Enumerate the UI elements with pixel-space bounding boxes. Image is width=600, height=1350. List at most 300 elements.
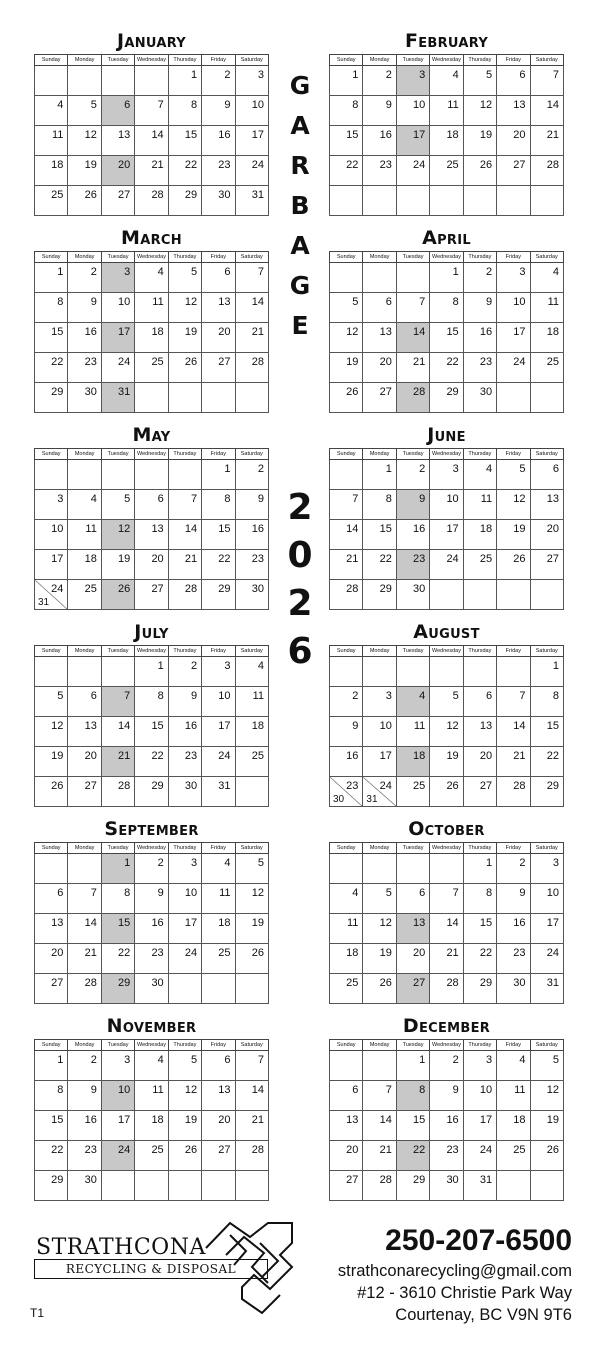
day-number: 17: [379, 750, 392, 762]
day-number: 12: [446, 720, 459, 732]
day-cell: [463, 854, 496, 884]
day-cell: [330, 96, 363, 126]
day-number: 23: [184, 750, 198, 762]
weekday-header: Thursday: [463, 55, 496, 66]
vertical-letter: B: [290, 191, 310, 220]
weekday-header: Tuesday: [396, 843, 429, 854]
day-cell: [202, 460, 235, 490]
month-title: March: [121, 227, 182, 249]
month-title: February: [404, 30, 489, 52]
day-number: 14: [251, 1084, 264, 1096]
day-number: 25: [151, 356, 164, 368]
weekday-header: Friday: [202, 252, 235, 263]
weekday-header: Monday: [68, 843, 101, 854]
day-number: 9: [452, 1084, 459, 1096]
weekday-header: Wednesday: [135, 252, 168, 263]
day-cell: [463, 777, 496, 807]
day-number: 12: [84, 129, 97, 141]
day-number: 16: [446, 1114, 459, 1126]
vertical-digit: 6: [287, 631, 313, 672]
weekday-header: Tuesday: [396, 252, 429, 263]
day-cell: [202, 1171, 235, 1201]
day-number: 30: [479, 386, 493, 398]
day-number: 29: [184, 189, 198, 201]
day-cell: [135, 914, 168, 944]
day-cell: [202, 974, 235, 1004]
day-number: 5: [385, 887, 392, 899]
day-cell: [463, 657, 496, 687]
pickup-day-cell: [396, 747, 429, 777]
week-row: [330, 687, 564, 717]
day-number: 3: [257, 69, 264, 81]
day-number: 15: [51, 1114, 64, 1126]
day-cell: [497, 550, 530, 580]
day-cell: [396, 263, 429, 293]
day-number: 9: [352, 720, 359, 732]
day-number: 24: [379, 780, 392, 792]
pickup-day-cell: [396, 66, 429, 96]
day-cell: [330, 944, 363, 974]
day-cell: [330, 460, 363, 490]
day-number: 14: [184, 523, 198, 535]
weekday-header: Monday: [68, 55, 101, 66]
day-number: 12: [51, 720, 64, 732]
weekday-header: Monday: [68, 252, 101, 263]
day-number: 20: [379, 356, 392, 368]
day-number: 12: [546, 1084, 559, 1096]
day-number: 29: [51, 386, 64, 398]
week-row: [330, 1111, 564, 1141]
day-cell: [135, 126, 168, 156]
day-cell: [168, 156, 201, 186]
day-number: [531, 186, 563, 189]
day-number: 20: [346, 1144, 359, 1156]
day-number: 24: [118, 356, 131, 368]
day-cell: [330, 490, 363, 520]
day-cell: [168, 460, 201, 490]
day-cell: [497, 777, 530, 807]
day-cell: [135, 1111, 168, 1141]
pickup-day-cell: [101, 747, 134, 777]
day-number: 28: [251, 1144, 264, 1156]
day-number: [464, 186, 496, 189]
week-row: [35, 1051, 269, 1081]
day-cell: [363, 156, 396, 186]
day-number: [202, 974, 234, 977]
day-cell: [135, 717, 168, 747]
day-cell: [68, 126, 101, 156]
weekday-header: Wednesday: [135, 843, 168, 854]
email-address[interactable]: strathconarecycling@gmail.com: [337, 1262, 572, 1280]
day-number: [330, 1051, 362, 1054]
day-cell: [135, 854, 168, 884]
day-cell: [168, 1081, 201, 1111]
day-number: 28: [513, 780, 526, 792]
day-cell: [235, 520, 268, 550]
day-number: 26: [513, 553, 526, 565]
phone-number[interactable]: 250-207-6500: [385, 1224, 572, 1257]
day-cell: [101, 293, 134, 323]
day-cell: [135, 156, 168, 186]
day-number: 25: [446, 159, 459, 171]
day-number: 21: [251, 326, 264, 338]
day-cell: [463, 383, 496, 413]
pickup-day-cell: [101, 974, 134, 1004]
day-number: 1: [190, 69, 198, 81]
day-number: 2: [190, 660, 198, 672]
weekday-header: Friday: [497, 449, 530, 460]
week-row: [35, 1081, 269, 1111]
day-number: 29: [546, 780, 559, 792]
day-cell: [202, 944, 235, 974]
day-number: 10: [184, 887, 198, 899]
day-cell: [363, 323, 396, 353]
day-number: 3: [224, 660, 231, 672]
day-cell: [530, 550, 563, 580]
day-cell: [463, 293, 496, 323]
week-row: [330, 747, 564, 777]
day-cell: [363, 126, 396, 156]
day-number: 23: [513, 947, 526, 959]
weekday-header: Thursday: [168, 646, 201, 657]
pickup-day-cell: [101, 383, 134, 413]
day-cell: [530, 884, 563, 914]
day-number: 18: [479, 523, 493, 535]
day-cell: [396, 1051, 429, 1081]
week-row: [330, 944, 564, 974]
day-cell: [330, 293, 363, 323]
day-cell: [101, 884, 134, 914]
weekday-header: Thursday: [463, 252, 496, 263]
month-title: May: [132, 424, 171, 446]
weekday-header: Friday: [202, 1040, 235, 1051]
week-row: [330, 854, 564, 884]
day-number: 25: [479, 553, 493, 565]
day-cell: [363, 66, 396, 96]
day-cell: [35, 717, 68, 747]
weekday-header: Saturday: [530, 843, 563, 854]
month-may: [34, 422, 269, 610]
day-cell: [463, 460, 496, 490]
day-number: 25: [346, 977, 359, 989]
day-cell: [202, 353, 235, 383]
week-row: [330, 126, 564, 156]
day-number: [135, 1171, 167, 1174]
day-number: 9: [224, 99, 231, 111]
month-title: September: [104, 818, 199, 840]
day-cell: [363, 777, 396, 807]
day-cell: [168, 490, 201, 520]
day-cell: [530, 687, 563, 717]
day-number: 6: [352, 1084, 359, 1096]
day-cell: [463, 550, 496, 580]
day-number: 5: [190, 266, 198, 278]
day-cell: [202, 263, 235, 293]
day-number: 1: [157, 660, 164, 672]
week-row: [35, 914, 269, 944]
day-cell: [101, 460, 134, 490]
month-table: [329, 251, 564, 413]
day-number: 12: [513, 493, 526, 505]
pickup-day-cell: [396, 550, 429, 580]
day-number: 18: [218, 917, 231, 929]
day-number: 8: [224, 493, 231, 505]
day-number: 21: [446, 947, 459, 959]
day-cell: [396, 1171, 429, 1201]
day-cell: [463, 944, 496, 974]
day-number: [531, 383, 563, 386]
day-number: 6: [157, 493, 164, 505]
day-cell: [430, 156, 463, 186]
day-cell: [530, 383, 563, 413]
day-cell: [35, 1171, 68, 1201]
day-cell: [330, 687, 363, 717]
day-number: 26: [184, 356, 198, 368]
day-number: 9: [419, 493, 426, 505]
day-cell: [135, 1081, 168, 1111]
day-number: [497, 1171, 529, 1174]
day-cell: [363, 1171, 396, 1201]
day-number: 25: [251, 750, 264, 762]
day-number: 23: [413, 553, 426, 565]
day-cell: [101, 717, 134, 747]
day-number: 30: [84, 386, 97, 398]
day-cell: [430, 884, 463, 914]
day-cell: [530, 747, 563, 777]
day-number: 29: [51, 1174, 64, 1186]
day-cell: [68, 944, 101, 974]
day-number: [330, 460, 362, 463]
day-number: 28: [413, 386, 426, 398]
day-number: 28: [251, 356, 264, 368]
day-number: 8: [57, 296, 64, 308]
contact-block: [338, 1222, 572, 1326]
day-cell: [202, 1141, 235, 1171]
day-cell: [330, 974, 363, 1004]
day-cell: [430, 460, 463, 490]
day-cell: [202, 383, 235, 413]
day-number: 19: [513, 523, 526, 535]
weekday-header: Wednesday: [430, 449, 463, 460]
day-number: 4: [519, 1054, 526, 1066]
day-cell: [202, 884, 235, 914]
week-row: [330, 353, 564, 383]
day-cell: [530, 1171, 563, 1201]
day-cell: [235, 854, 268, 884]
day-cell: [330, 717, 363, 747]
day-cell: [235, 186, 268, 216]
day-cell: [168, 1141, 201, 1171]
pickup-day-cell: [396, 1141, 429, 1171]
day-cell: [330, 263, 363, 293]
day-number: [497, 657, 529, 660]
day-cell: [35, 293, 68, 323]
day-number: 16: [413, 523, 426, 535]
weekday-header: Friday: [202, 449, 235, 460]
day-number: [430, 186, 462, 189]
day-cell: [430, 263, 463, 293]
weekday-header: Thursday: [168, 843, 201, 854]
weekday-header: Wednesday: [430, 1040, 463, 1051]
day-number: 16: [479, 326, 493, 338]
company-name: STRATHCONA: [36, 1235, 206, 1260]
day-cell: [168, 383, 201, 413]
day-number: 11: [152, 296, 164, 308]
day-number: 21: [251, 1114, 264, 1126]
day-cell: [463, 974, 496, 1004]
day-cell: [530, 657, 563, 687]
weekday-header: Wednesday: [135, 1040, 168, 1051]
day-cell: [363, 293, 396, 323]
day-cell: [168, 717, 201, 747]
day-number: 22: [479, 947, 493, 959]
day-cell: [168, 747, 201, 777]
weekday-header: Tuesday: [101, 843, 134, 854]
weekday-header: Friday: [202, 55, 235, 66]
day-cell: [35, 96, 68, 126]
weekday-header: Saturday: [530, 252, 563, 263]
day-number: 8: [190, 99, 198, 111]
day-cell: [430, 974, 463, 1004]
day-number: [430, 657, 462, 660]
week-row: [35, 854, 269, 884]
day-number: 14: [446, 917, 459, 929]
day-number: 9: [190, 690, 198, 702]
day-number: 30: [184, 780, 198, 792]
pickup-day-cell: [396, 323, 429, 353]
day-cell: [202, 156, 235, 186]
day-number: 12: [118, 523, 131, 535]
day-cell: [430, 126, 463, 156]
day-number: 19: [251, 917, 264, 929]
day-number: 1: [124, 857, 131, 869]
day-number: 6: [519, 69, 526, 81]
day-number: [102, 460, 134, 463]
day-number: 7: [519, 690, 526, 702]
week-row: [330, 914, 564, 944]
week-row: [330, 1171, 564, 1201]
day-cell: [35, 323, 68, 353]
day-number: 13: [151, 523, 164, 535]
weekday-header: Thursday: [463, 843, 496, 854]
day-cell: [235, 156, 268, 186]
month-january: [34, 28, 269, 216]
weekday-header: Sunday: [35, 449, 68, 460]
day-cell: [430, 1081, 463, 1111]
day-number: 11: [219, 887, 231, 899]
weekday-header: Monday: [363, 646, 396, 657]
day-number: 1: [224, 463, 231, 475]
day-number: 4: [57, 99, 64, 111]
week-row: [330, 460, 564, 490]
day-cell: [363, 1081, 396, 1111]
pickup-day-cell: [101, 1081, 134, 1111]
day-cell: [202, 1081, 235, 1111]
day-cell: [396, 580, 429, 610]
day-cell: [396, 353, 429, 383]
day-cell: [463, 323, 496, 353]
day-cell: [463, 1111, 496, 1141]
day-cell: [497, 974, 530, 1004]
month-title: June: [427, 424, 466, 446]
day-cell: [430, 580, 463, 610]
day-number: 27: [513, 159, 526, 171]
week-row: [330, 96, 564, 126]
day-number: 15: [151, 720, 164, 732]
day-number: 30: [251, 583, 264, 595]
day-number: 3: [519, 266, 526, 278]
day-cell: [101, 1111, 134, 1141]
day-number: 17: [446, 523, 459, 535]
day-number: 6: [124, 99, 131, 111]
day-cell: [35, 550, 68, 580]
vertical-year: [285, 484, 315, 676]
day-cell: [68, 323, 101, 353]
day-number: 24: [413, 159, 426, 171]
month-title: August: [413, 621, 480, 643]
day-number: 14: [346, 523, 359, 535]
day-number: 18: [446, 129, 459, 141]
day-number: 23: [446, 1144, 459, 1156]
day-number: 15: [379, 523, 392, 535]
day-number: 10: [546, 887, 559, 899]
day-cell: [101, 186, 134, 216]
day-number: 5: [352, 296, 359, 308]
day-cell: [330, 580, 363, 610]
day-cell: [35, 383, 68, 413]
day-number: 19: [184, 1114, 198, 1126]
day-number: 31: [479, 1174, 493, 1186]
day-number: 28: [184, 583, 198, 595]
day-number: 4: [485, 463, 493, 475]
day-number: [102, 1171, 134, 1174]
weekday-header: Saturday: [235, 449, 268, 460]
day-cell: [135, 520, 168, 550]
day-number: 23: [84, 356, 97, 368]
day-cell: [363, 914, 396, 944]
day-cell: [497, 1081, 530, 1111]
weekday-header: Saturday: [530, 646, 563, 657]
day-cell: [68, 490, 101, 520]
day-cell: [68, 914, 101, 944]
day-cell: [135, 550, 168, 580]
day-cell: [135, 580, 168, 610]
day-cell: [363, 1141, 396, 1171]
day-cell: [35, 687, 68, 717]
day-number: [169, 1171, 201, 1174]
day-cell: [363, 490, 396, 520]
month-october: [329, 816, 564, 1004]
day-cell: [101, 550, 134, 580]
day-cell: [497, 657, 530, 687]
day-cell: [235, 293, 268, 323]
day-number: 31: [118, 386, 131, 398]
day-number: 12: [184, 296, 198, 308]
day-cell: [35, 520, 68, 550]
day-cell: [430, 777, 463, 807]
day-number: 3: [552, 857, 559, 869]
day-cell: [68, 293, 101, 323]
day-number: 29: [118, 977, 131, 989]
day-number: 31: [251, 189, 264, 201]
day-cell: [135, 687, 168, 717]
weekday-header: Tuesday: [396, 55, 429, 66]
day-cell: [396, 96, 429, 126]
day-cell: [68, 854, 101, 884]
day-number: 22: [413, 1144, 426, 1156]
day-number: 15: [184, 129, 198, 141]
week-row: [35, 974, 269, 1004]
